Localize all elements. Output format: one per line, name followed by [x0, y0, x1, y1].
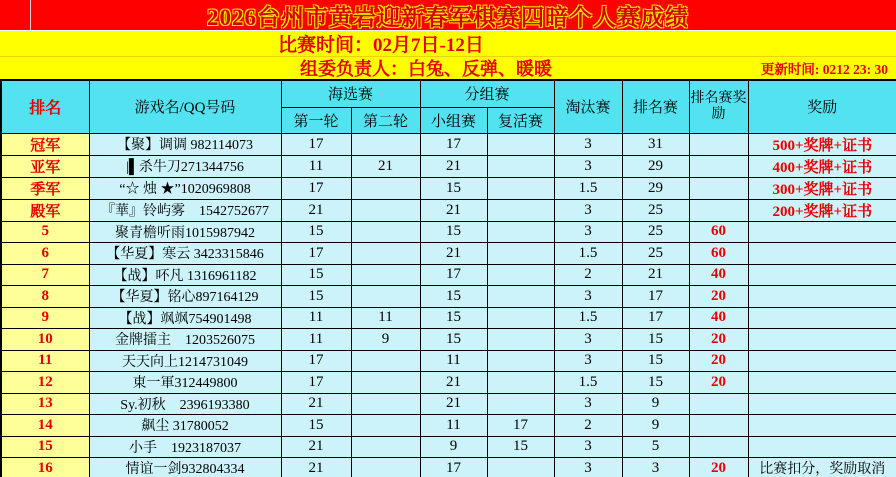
rank-cell: 10 — [1, 329, 89, 351]
round1-cell: 21 — [281, 436, 351, 458]
update-time-label: 更新时间: 0212 23: 30 — [760, 62, 888, 77]
table-row — [1, 458, 896, 477]
ranking-cell: 9 — [622, 393, 689, 415]
player-name-cell: 東一軍312449800 — [89, 372, 281, 394]
rank-cell: 15 — [1, 436, 89, 458]
knockout-cell: 3 — [554, 350, 622, 372]
table-row — [1, 243, 896, 265]
player-name-cell: 【聚】调调 982114073 — [89, 133, 281, 155]
player-name-cell: 【华夏】铭心897164129 — [89, 286, 281, 308]
award-cell — [748, 436, 896, 458]
ranking-cell: 25 — [622, 221, 689, 243]
round2-cell — [351, 415, 420, 437]
ranking-cell: 17 — [622, 307, 689, 329]
header-rank: 排名 — [1, 80, 89, 133]
player-name-cell: 飙尘 31780052 — [89, 415, 281, 437]
round1-cell: 21 — [281, 393, 351, 415]
header-group-stage: 分组赛 — [420, 80, 554, 107]
award-cell — [748, 350, 896, 372]
round2-cell — [351, 221, 420, 243]
revival-cell — [487, 393, 554, 415]
revival-cell — [487, 329, 554, 351]
knockout-cell: 1.5 — [554, 177, 622, 199]
round2-cell — [351, 177, 420, 199]
revival-cell — [487, 199, 554, 221]
player-name-cell: 天天向上1214731049 — [89, 350, 281, 372]
ranking-cell: 5 — [622, 436, 689, 458]
table-row — [1, 286, 896, 308]
round2-cell — [351, 393, 420, 415]
table-row — [1, 372, 896, 394]
header-ranking-award: 排名赛奖励 — [689, 80, 748, 133]
award-cell — [748, 393, 896, 415]
round1-cell: 15 — [281, 221, 351, 243]
match-time-label: 比赛时间：02月7日-12日 — [278, 35, 484, 56]
knockout-cell: 1.5 — [554, 243, 622, 265]
rank-cell: 12 — [1, 372, 89, 394]
group-cell: 21 — [420, 199, 487, 221]
rank-cell: 5 — [1, 221, 89, 243]
player-name-cell: “☆ 烛 ★”1020969808 — [89, 177, 281, 199]
round1-cell: 11 — [281, 329, 351, 351]
rank-cell: 14 — [1, 415, 89, 437]
round1-cell: 17 — [281, 177, 351, 199]
rank-cell: 13 — [1, 393, 89, 415]
ranking-award-cell: 20 — [689, 329, 748, 351]
group-cell: 9 — [420, 436, 487, 458]
player-name-cell: Sy.初秋 2396193380 — [89, 393, 281, 415]
ranking-award-cell — [689, 177, 748, 199]
revival-cell — [487, 243, 554, 265]
revival-cell: 17 — [487, 415, 554, 437]
knockout-cell: 3 — [554, 329, 622, 351]
round1-cell: 15 — [281, 415, 351, 437]
award-cell — [748, 329, 896, 351]
player-name-cell: 小手 1923187037 — [89, 436, 281, 458]
ranking-cell: 3 — [622, 458, 689, 477]
ranking-award-cell: 40 — [689, 264, 748, 286]
round2-cell — [351, 458, 420, 477]
award-cell — [748, 221, 896, 243]
player-name-cell: 情谊一剑932804334 — [89, 458, 281, 477]
revival-cell — [487, 307, 554, 329]
award-cell: 300+奖牌+证书 — [748, 177, 896, 199]
player-name-cell: 聚青檐听雨1015987942 — [89, 221, 281, 243]
table-header — [1, 80, 896, 133]
round2-cell — [351, 133, 420, 155]
revival-cell: 15 — [487, 436, 554, 458]
revival-cell — [487, 286, 554, 308]
ranking-award-cell — [689, 393, 748, 415]
ranking-cell: 29 — [622, 155, 689, 177]
knockout-cell: 3 — [554, 155, 622, 177]
ranking-award-cell — [689, 133, 748, 155]
header-award: 奖励 — [748, 80, 896, 133]
ranking-award-cell: 20 — [689, 372, 748, 394]
table-row — [1, 393, 896, 415]
knockout-cell: 3 — [554, 221, 622, 243]
round2-cell — [351, 199, 420, 221]
ranking-award-cell — [689, 436, 748, 458]
header-ranking: 排名赛 — [622, 80, 689, 133]
round2-cell — [351, 436, 420, 458]
ranking-award-cell — [689, 155, 748, 177]
group-cell: 15 — [420, 307, 487, 329]
rank-cell: 冠军 — [1, 133, 89, 155]
round1-cell: 11 — [281, 307, 351, 329]
revival-cell — [487, 133, 554, 155]
group-cell: 21 — [420, 372, 487, 394]
knockout-cell: 3 — [554, 393, 622, 415]
round1-cell: 11 — [281, 155, 351, 177]
group-cell: 15 — [420, 286, 487, 308]
knockout-cell: 1.5 — [554, 372, 622, 394]
award-cell — [748, 372, 896, 394]
knockout-cell: 3 — [554, 286, 622, 308]
ranking-award-cell: 20 — [689, 286, 748, 308]
ranking-cell: 25 — [622, 243, 689, 265]
ranking-cell: 25 — [622, 199, 689, 221]
player-name-cell: 【战】吥凡 1316961182 — [89, 264, 281, 286]
ranking-cell: 15 — [622, 350, 689, 372]
header-round1: 第一轮 — [281, 107, 351, 133]
table-row — [1, 436, 896, 458]
award-cell: 200+奖牌+证书 — [748, 199, 896, 221]
round1-cell: 15 — [281, 286, 351, 308]
player-name-cell: 『華』铃屿雾 1542752677 — [89, 199, 281, 221]
ranking-award-cell: 20 — [689, 458, 748, 477]
revival-cell — [487, 458, 554, 477]
revival-cell — [487, 221, 554, 243]
ranking-award-cell: 40 — [689, 307, 748, 329]
ranking-cell: 17 — [622, 286, 689, 308]
table-row — [1, 350, 896, 372]
header-knockout: 淘汰赛 — [554, 80, 622, 133]
group-cell: 21 — [420, 155, 487, 177]
knockout-cell: 3 — [554, 458, 622, 477]
award-cell: 400+奖牌+证书 — [748, 155, 896, 177]
player-name-cell: 【华夏】寒云 3423315846 — [89, 243, 281, 265]
header-group: 小组赛 — [420, 107, 487, 133]
rank-cell: 9 — [1, 307, 89, 329]
group-cell: 15 — [420, 329, 487, 351]
group-cell: 11 — [420, 350, 487, 372]
header-audition: 海选赛 — [281, 80, 420, 107]
round2-cell — [351, 372, 420, 394]
group-cell: 21 — [420, 243, 487, 265]
title-banner — [0, 0, 896, 31]
rank-cell: 殿军 — [1, 199, 89, 221]
round1-cell: 17 — [281, 350, 351, 372]
header-round2: 第二轮 — [351, 107, 420, 133]
revival-cell — [487, 177, 554, 199]
round2-cell — [351, 286, 420, 308]
round1-cell: 17 — [281, 372, 351, 394]
round1-cell: 21 — [281, 458, 351, 477]
table-row — [1, 199, 896, 221]
group-cell: 21 — [420, 393, 487, 415]
round2-cell: 11 — [351, 307, 420, 329]
round1-cell: 17 — [281, 133, 351, 155]
round2-cell: 21 — [351, 155, 420, 177]
table-row — [1, 133, 896, 155]
rank-cell: 16 — [1, 458, 89, 477]
header-name: 游戏名/QQ号码 — [89, 80, 281, 133]
ranking-award-cell: 60 — [689, 221, 748, 243]
page-title: 2026台州市黄岩迎新春军棋赛四暗个人赛成绩 — [207, 4, 689, 30]
knockout-cell: 2 — [554, 415, 622, 437]
ranking-award-cell: 20 — [689, 350, 748, 372]
rank-cell: 季军 — [1, 177, 89, 199]
knockout-cell: 1.5 — [554, 307, 622, 329]
knockout-cell: 3 — [554, 436, 622, 458]
rank-cell: 11 — [1, 350, 89, 372]
group-cell: 11 — [420, 415, 487, 437]
ranking-cell: 21 — [622, 264, 689, 286]
table-row — [1, 155, 896, 177]
round2-cell: 9 — [351, 329, 420, 351]
organizer-label: 组委负责人：白兔、反弹、暖暖 — [300, 59, 552, 79]
organizer-bar — [0, 57, 896, 79]
table-row — [1, 177, 896, 199]
ranking-award-cell — [689, 199, 748, 221]
results-table — [0, 79, 896, 477]
ranking-award-cell — [689, 415, 748, 437]
rank-cell: 8 — [1, 286, 89, 308]
ranking-cell: 31 — [622, 133, 689, 155]
round1-cell: 17 — [281, 243, 351, 265]
match-time-bar — [0, 31, 896, 57]
player-name-cell: |▌杀牛刀271344756 — [89, 155, 281, 177]
rank-cell: 亚军 — [1, 155, 89, 177]
round1-cell: 15 — [281, 264, 351, 286]
award-cell — [748, 286, 896, 308]
ranking-award-cell: 60 — [689, 243, 748, 265]
table-row — [1, 221, 896, 243]
round2-cell — [351, 243, 420, 265]
award-cell — [748, 243, 896, 265]
knockout-cell: 3 — [554, 133, 622, 155]
group-cell: 15 — [420, 177, 487, 199]
table-row — [1, 264, 896, 286]
revival-cell — [487, 155, 554, 177]
round2-cell — [351, 350, 420, 372]
ranking-cell: 15 — [622, 372, 689, 394]
header-revival: 复活赛 — [487, 107, 554, 133]
revival-cell — [487, 372, 554, 394]
ranking-cell: 29 — [622, 177, 689, 199]
group-cell: 17 — [420, 458, 487, 477]
group-cell: 17 — [420, 264, 487, 286]
rank-cell: 6 — [1, 243, 89, 265]
knockout-cell: 3 — [554, 199, 622, 221]
award-cell — [748, 415, 896, 437]
table-row — [1, 329, 896, 351]
table-row — [1, 307, 896, 329]
ranking-cell: 15 — [622, 329, 689, 351]
round1-cell: 21 — [281, 199, 351, 221]
award-cell — [748, 264, 896, 286]
knockout-cell: 2 — [554, 264, 622, 286]
revival-cell — [487, 350, 554, 372]
revival-cell — [487, 264, 554, 286]
ranking-cell: 9 — [622, 415, 689, 437]
round2-cell — [351, 264, 420, 286]
player-name-cell: 【战】飒飒754901498 — [89, 307, 281, 329]
group-cell: 17 — [420, 133, 487, 155]
table-body — [1, 133, 896, 477]
award-cell: 500+奖牌+证书 — [748, 133, 896, 155]
table-row — [1, 415, 896, 437]
award-cell: 比赛扣分，奖励取消 — [748, 458, 896, 477]
award-cell — [748, 307, 896, 329]
player-name-cell: 金牌擂主 1203526075 — [89, 329, 281, 351]
rank-cell: 7 — [1, 264, 89, 286]
group-cell: 15 — [420, 221, 487, 243]
